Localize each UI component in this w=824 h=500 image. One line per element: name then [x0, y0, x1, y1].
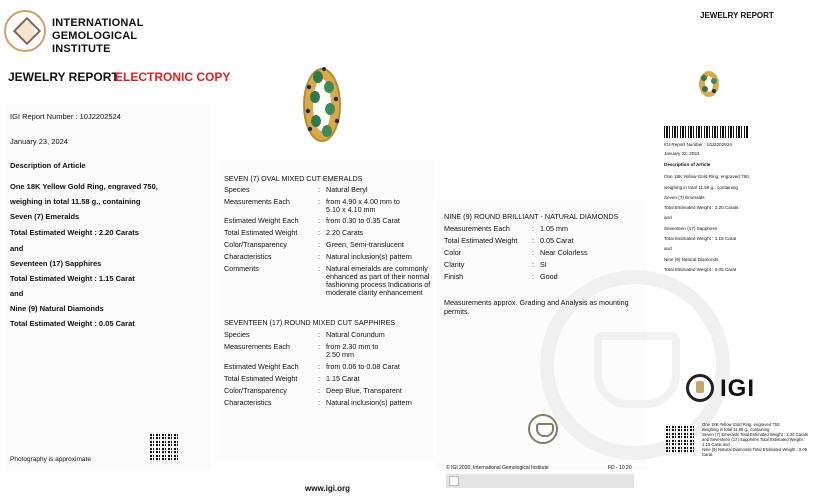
row-value: 1.15 Carat — [326, 374, 360, 383]
emerald-row: Color/Transparency : Green, Semi-translucent — [224, 241, 434, 251]
row-value: from 0.06 to 0.08 Carat — [326, 362, 400, 371]
emerald-row: Characteristics : Natural inclusion(s) pattern — [224, 253, 434, 263]
ring-thumbnail — [696, 69, 722, 99]
row-key: Measurements Each — [224, 342, 290, 351]
right-line: Total Estimated Weight : 2.20 Carats — [664, 205, 739, 210]
copyright-notice: © IGI 2020, International Gemological Institute — [446, 465, 549, 471]
sapphires-heading: SEVENTEEN (17) ROUND MIXED CUT SAPPHIRES — [224, 318, 396, 327]
summary-line: and Seventeen (17) Sapphires Total Estimated Weight : — [702, 437, 805, 442]
summary-line: Nine (9) Natural Diamonds Total Estimated Weight : 0.05 — [702, 447, 808, 452]
diamond-row: Clarity : SI — [444, 261, 640, 271]
description-line: Seventeen (17) Sapphires — [10, 259, 102, 268]
row-key: Species — [224, 185, 250, 194]
description-line: Nine (9) Natural Diamonds — [10, 304, 104, 313]
summary-line: Carat — [702, 452, 713, 457]
row-value: Deep Blue, Transparent — [326, 386, 402, 395]
row-key: Measurements Each — [224, 197, 290, 206]
row-key: Measurements Each — [444, 224, 510, 233]
right-line: Total Estimated Weight : 1.15 Carat — [664, 236, 737, 241]
website-link[interactable]: www.igi.org — [305, 484, 351, 493]
emerald-row: Species : Natural Beryl — [224, 186, 434, 196]
report-number: IGI Report Number : 10J2202524 — [10, 112, 121, 121]
row-value: from 4.90 x 4.00 mm to 5.10 x 4.10 mm — [326, 197, 400, 214]
institute-name — [52, 17, 162, 56]
right-line: January 23, 2024 — [664, 151, 700, 156]
row-key: Total Estimated Weight — [444, 236, 518, 245]
sapphire-row: Color/Transparency : Deep Blue, Transparent — [224, 387, 434, 397]
row-value: 2.20 Carats — [326, 228, 364, 237]
row-key: Characteristics — [224, 398, 272, 407]
igi-stamp-icon — [528, 414, 558, 444]
right-report-title: JEWELRY REPORT — [700, 11, 774, 20]
diamond-row: Total Estimated Weight : 0.05 Carat — [444, 237, 640, 247]
row-value: Natural emeralds are commonly enhanced as part of their normal fashioning process Indications of moderate clarity enhancement — [326, 264, 431, 297]
row-key: Finish — [444, 272, 464, 281]
row-value: Good — [540, 272, 558, 281]
institute-line-1: INTERNATIONAL — [52, 17, 144, 29]
row-key: Comments — [224, 264, 259, 273]
description-line: Total Estimated Weight : 2.20 Carats — [10, 228, 139, 237]
measurement-note: Measurements approx. Grading and Analysis as mounting permits. — [444, 298, 629, 316]
description-line: One 18K Yellow Gold Ring, engraved 750, — [10, 182, 158, 191]
row-key: Color/Transparency — [224, 386, 287, 395]
qr-code-right — [666, 424, 696, 454]
emerald-row: Comments : Natural emeralds are commonly enhanced as part of their normal fashioning process Indications of moderate clarity enhancement — [224, 265, 434, 305]
tiny-summary — [702, 422, 818, 457]
emeralds-heading: SEVEN (7) OVAL MIXED CUT EMERALDS — [224, 174, 363, 183]
summary-line: 1.15 Carat and — [702, 442, 730, 447]
diamond-row: Measurements Each : 1.05 mm — [444, 225, 640, 235]
sapphire-row: Estimated Weight Each : from 0.06 to 0.08 Carat — [224, 363, 434, 373]
row-key: Estimated Weight Each — [224, 362, 299, 371]
ring-photo — [296, 59, 348, 149]
institute-line-2: GEMOLOGICAL — [52, 30, 138, 42]
row-value: 0.05 Carat — [540, 236, 574, 245]
row-value: Natural Beryl — [326, 185, 368, 194]
report-date: January 23, 2024 — [10, 137, 68, 146]
diamond-row: Finish : Good — [444, 273, 640, 283]
right-line: Seventeen (17) Sapphires — [664, 226, 718, 231]
row-value: 1.05 mm — [540, 224, 568, 233]
description-line: Total Estimated Weight : 0.05 Carat — [10, 319, 135, 328]
igi-logo-text: IGI — [720, 375, 756, 402]
electronic-copy-label: ELECTRONIC COPY — [115, 70, 231, 84]
row-value: Natural Corundum — [326, 330, 385, 339]
diamonds-heading: NINE (9) ROUND BRILLIANT - NATURAL DIAMONDS — [444, 212, 619, 221]
right-line: and — [664, 246, 672, 251]
igi-seal-icon — [4, 10, 46, 52]
row-key: Total Estimated Weight — [224, 228, 298, 237]
description-heading: Description of Article — [10, 161, 86, 170]
row-value: Near Colorless — [540, 248, 588, 257]
summary-line: One 18K Yellow Gold Ring, engraved 750, — [702, 422, 781, 427]
sapphire-row: Total Estimated Weight : 1.15 Carat — [224, 375, 434, 385]
igi-logo-icon — [686, 374, 714, 402]
diamond-row: Color : Near Colorless — [444, 249, 640, 259]
sapphire-row: Characteristics : Natural inclusion(s) pattern — [224, 399, 434, 409]
row-value: from 0.30 to 0.35 Carat — [326, 216, 400, 225]
description-line: weighing in total 11.58 g., containing — [10, 197, 141, 206]
emerald-row: Total Estimated Weight : 2.20 Carats — [224, 229, 434, 239]
right-line: and — [664, 215, 672, 220]
summary-line: Seven (7) Emeralds Total Estimated Weight : 2.20 Carats — [702, 432, 808, 437]
row-key: Clarity — [444, 260, 465, 269]
description-line: and — [10, 244, 24, 253]
row-key: Color — [444, 248, 462, 257]
qr-code-left — [150, 432, 180, 462]
row-key: Estimated Weight Each — [224, 216, 299, 225]
right-line: IGI Report Number : 10J2202524 — [664, 142, 732, 147]
right-line: Seven (7) Emeralds — [664, 195, 705, 200]
row-value: Green, Semi-translucent — [326, 240, 404, 249]
summary-line: weighing in total 11.58 g., containing — [702, 427, 770, 432]
photo-note: Photography is approximate — [10, 456, 91, 463]
row-key: Color/Transparency — [224, 240, 287, 249]
form-code: FD - 10 20 — [608, 465, 632, 471]
row-value: Natural inclusion(s) pattern — [326, 252, 412, 261]
emerald-row: Estimated Weight Each : from 0.30 to 0.35 Carat — [224, 217, 434, 227]
security-strip — [446, 474, 634, 488]
row-key: Species — [224, 330, 250, 339]
row-key: Total Estimated Weight — [224, 374, 298, 383]
description-line: Seven (7) Emeralds — [10, 212, 80, 221]
institute-line-3: INSTITUTE — [52, 43, 111, 55]
sapphire-row: Measurements Each : from 2.30 mm to 2.50 mm — [224, 343, 434, 361]
emerald-row: Measurements Each : from 4.90 x 4.00 mm to 5.10 x 4.10 mm — [224, 198, 434, 216]
right-line: One 18K Yellow Gold Ring, engraved 750, — [664, 174, 751, 179]
description-line: Total Estimated Weight : 1.15 Carat — [10, 274, 135, 283]
sapphire-row: Species : Natural Corundum — [224, 331, 434, 341]
report-barcode — [664, 126, 748, 138]
description-line: and — [10, 289, 24, 298]
left-panel — [6, 104, 211, 470]
right-line: Total Estimated Weight : 0.05 Carat — [664, 267, 737, 272]
row-value: Natural inclusion(s) pattern — [326, 398, 412, 407]
right-line: Nine (9) Natural Diamonds — [664, 257, 719, 262]
row-key: Characteristics — [224, 252, 272, 261]
right-line: weighing in total 11.58 g., containing — [664, 185, 738, 190]
row-value: SI — [540, 260, 547, 269]
right-line: Description of Article — [664, 162, 711, 167]
report-title: JEWELRY REPORT — [8, 70, 119, 84]
row-value: from 2.30 mm to 2.50 mm — [326, 342, 379, 359]
